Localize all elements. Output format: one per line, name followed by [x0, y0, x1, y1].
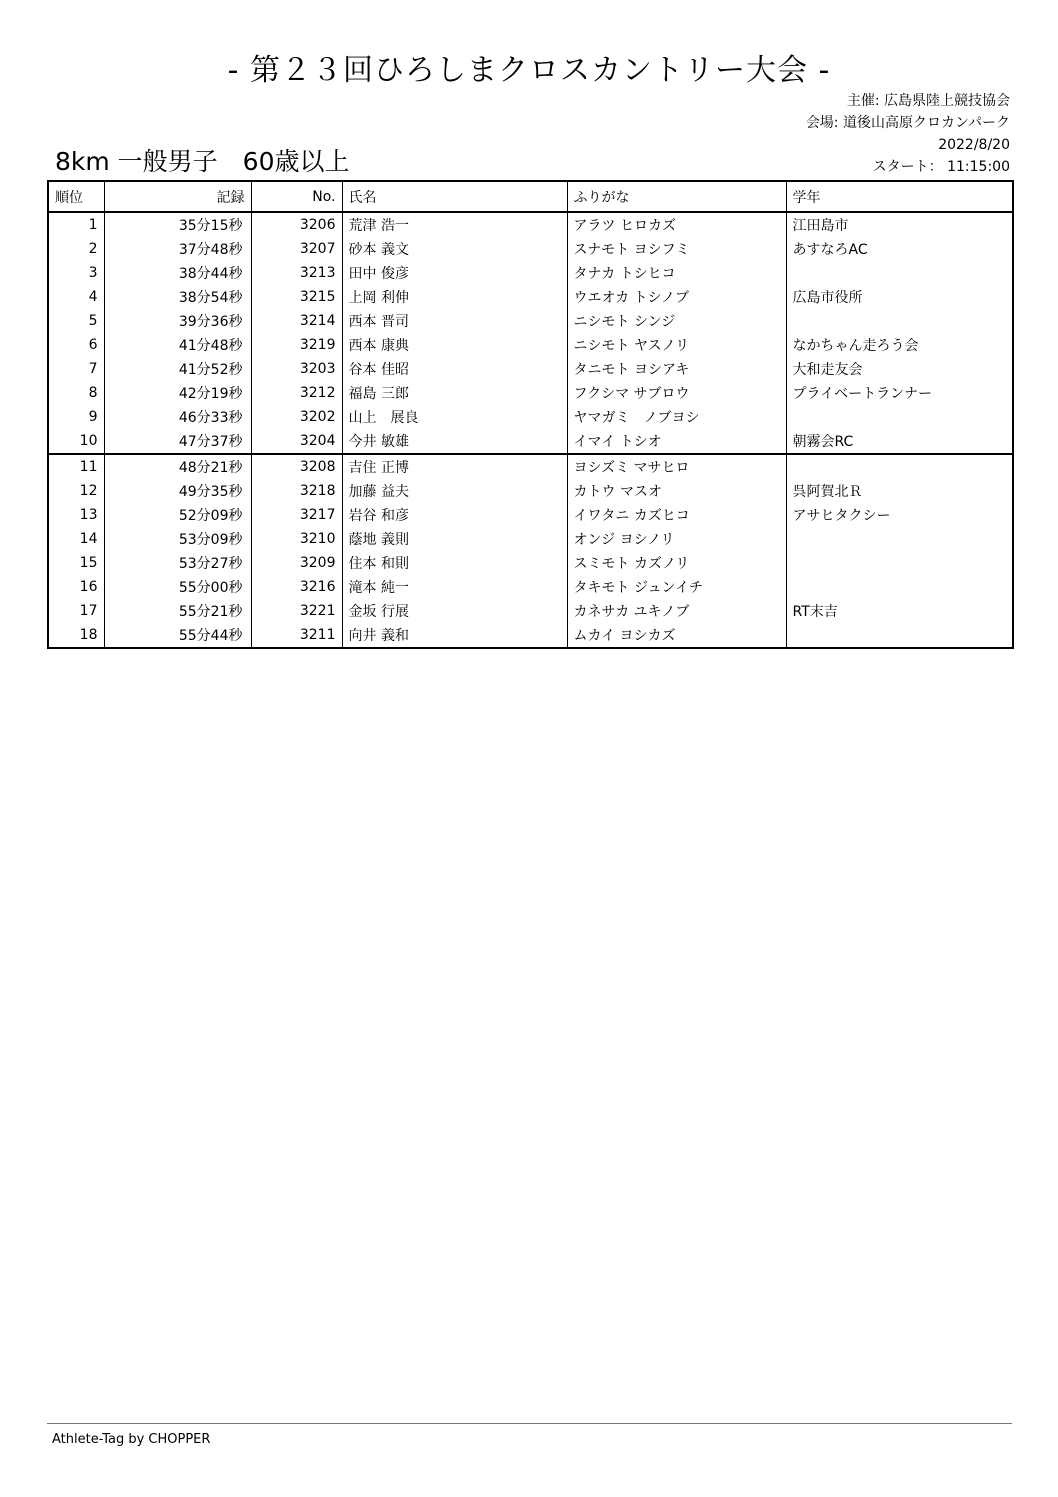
- rank-cell: 14: [79, 531, 98, 547]
- bib-cell: 3206: [251, 212, 342, 237]
- name-cell: 加藤 益夫: [342, 479, 567, 503]
- name-cell: 西本 康典: [342, 333, 567, 357]
- name-cell: 金坂 行展: [342, 599, 567, 623]
- table-row: [48, 503, 1013, 527]
- team-cell: 大和走友会: [786, 357, 1013, 381]
- rank-cell: 1: [88, 217, 98, 233]
- table-row: [48, 623, 1013, 648]
- category-heading: 8km 一般男子 60歳以上: [55, 147, 350, 176]
- team-cell: [786, 261, 1013, 285]
- footer-divider: [47, 1423, 1012, 1424]
- rank-cell: 9: [88, 409, 98, 425]
- name-cell: 荒津 浩一: [342, 212, 567, 237]
- bib-cell: 3209: [251, 551, 342, 575]
- name-cell: 上岡 利伸: [342, 285, 567, 309]
- time-cell: 38分44秒: [104, 261, 251, 285]
- rank-cell: 18: [79, 627, 98, 643]
- bib-cell: 3216: [251, 575, 342, 599]
- bib-cell: 3207: [251, 237, 342, 261]
- page-title: - 第２３回ひろしまクロスカントリー大会 -: [227, 53, 831, 88]
- team-cell: [786, 575, 1013, 599]
- time-cell: 52分09秒: [104, 503, 251, 527]
- team-cell: 呉阿賀北Ｒ: [786, 479, 1013, 503]
- footer-credit: Athlete-Tag by CHOPPER: [52, 1432, 211, 1447]
- bib-cell: 3213: [251, 261, 342, 285]
- bib-cell: 3215: [251, 285, 342, 309]
- kana-cell: カトウ マスオ: [567, 479, 786, 503]
- kana-cell: ニシモト シンジ: [567, 309, 786, 333]
- name-cell: 蔭地 義則: [342, 527, 567, 551]
- table-row: [48, 429, 1013, 454]
- time-cell: 41分48秒: [104, 333, 251, 357]
- table-row: [48, 333, 1013, 357]
- rank-cell: 4: [88, 289, 98, 305]
- kana-cell: アラツ ヒロカズ: [567, 212, 786, 237]
- time-cell: 38分54秒: [104, 285, 251, 309]
- time-cell: 47分37秒: [104, 429, 251, 454]
- kana-cell: タキモト ジュンイチ: [567, 575, 786, 599]
- rank-cell: 13: [79, 507, 98, 523]
- rank-cell: 2: [88, 241, 98, 257]
- bib-cell: 3211: [251, 623, 342, 648]
- table-header-row: [48, 181, 1013, 212]
- team-cell: あすなろAC: [786, 237, 1013, 261]
- kana-cell: イワタニ カズヒコ: [567, 503, 786, 527]
- team-cell: [786, 405, 1013, 429]
- rank-cell: 6: [88, 337, 98, 353]
- time-cell: 46分33秒: [104, 405, 251, 429]
- time-cell: 39分36秒: [104, 309, 251, 333]
- bib-cell: 3212: [251, 381, 342, 405]
- team-cell: [786, 527, 1013, 551]
- table-row: [48, 357, 1013, 381]
- bib-cell: 3214: [251, 309, 342, 333]
- name-cell: 谷本 佳昭: [342, 357, 567, 381]
- table-row: [48, 527, 1013, 551]
- venue-text: 会場: 道後山高原クロカンパーク: [805, 115, 1010, 131]
- rank-cell: 3: [88, 265, 98, 281]
- rank-cell: 17: [79, 603, 98, 619]
- kana-cell: スミモト カズノリ: [567, 551, 786, 575]
- kana-cell: ヨシズミ マサヒロ: [567, 454, 786, 479]
- name-cell: 福島 三郎: [342, 381, 567, 405]
- header-name: 氏名: [342, 181, 567, 212]
- table-row: [48, 575, 1013, 599]
- team-cell: プライベートランナー: [786, 381, 1013, 405]
- rank-cell: 8: [88, 385, 98, 401]
- rank-cell: 10: [79, 433, 98, 449]
- kana-cell: オンジ ヨシノリ: [567, 527, 786, 551]
- team-cell: [786, 551, 1013, 575]
- organizer-text: 主催: 広島県陸上競技協会: [846, 93, 1010, 109]
- bib-cell: 3221: [251, 599, 342, 623]
- time-cell: 53分09秒: [104, 527, 251, 551]
- time-cell: 35分15秒: [104, 212, 251, 237]
- bib-cell: 3202: [251, 405, 342, 429]
- results-body: [48, 212, 1013, 648]
- bib-cell: 3218: [251, 479, 342, 503]
- team-cell: アサヒタクシー: [786, 503, 1013, 527]
- table-row: [48, 599, 1013, 623]
- table-row: [48, 381, 1013, 405]
- name-cell: 田中 俊彦: [342, 261, 567, 285]
- header-furigana: ふりがな: [567, 181, 786, 212]
- event-date: 2022/8/20: [938, 137, 1010, 153]
- time-cell: 55分44秒: [104, 623, 251, 648]
- table-row: [48, 479, 1013, 503]
- team-cell: [786, 623, 1013, 648]
- name-cell: 滝本 純一: [342, 575, 567, 599]
- table-row: [48, 237, 1013, 261]
- event-meta: [650, 90, 1010, 178]
- bib-cell: 3203: [251, 357, 342, 381]
- name-cell: 今井 敏雄: [342, 429, 567, 454]
- time-cell: 41分52秒: [104, 357, 251, 381]
- rank-cell: 15: [79, 555, 98, 571]
- kana-cell: ニシモト ヤスノリ: [567, 333, 786, 357]
- header-record: 記録: [104, 181, 251, 212]
- header-affiliation: 学年: [786, 181, 1013, 212]
- time-cell: 55分21秒: [104, 599, 251, 623]
- header-rank: 順位: [48, 181, 104, 212]
- table-row: [48, 212, 1013, 237]
- team-cell: [786, 454, 1013, 479]
- team-cell: RT末吉: [786, 599, 1013, 623]
- results-table: [47, 180, 1014, 649]
- rank-cell: 5: [88, 313, 98, 329]
- time-cell: 49分35秒: [104, 479, 251, 503]
- team-cell: 江田島市: [786, 212, 1013, 237]
- kana-cell: フクシマ サブロウ: [567, 381, 786, 405]
- header-no: No.: [251, 181, 342, 212]
- team-cell: なかちゃん走ろう会: [786, 333, 1013, 357]
- name-cell: 砂本 義文: [342, 237, 567, 261]
- bib-cell: 3204: [251, 429, 342, 454]
- table-row: [48, 405, 1013, 429]
- kana-cell: タニモト ヨシアキ: [567, 357, 786, 381]
- name-cell: 西本 晋司: [342, 309, 567, 333]
- bib-cell: 3210: [251, 527, 342, 551]
- rank-cell: 7: [88, 361, 98, 377]
- kana-cell: ムカイ ヨシカズ: [567, 623, 786, 648]
- team-cell: 広島市役所: [786, 285, 1013, 309]
- name-cell: 岩谷 和彦: [342, 503, 567, 527]
- start-time: スタート： 11:15:00: [872, 159, 1010, 175]
- kana-cell: ウエオカ トシノブ: [567, 285, 786, 309]
- rank-cell: 16: [79, 579, 98, 595]
- time-cell: 37分48秒: [104, 237, 251, 261]
- table-row: [48, 551, 1013, 575]
- table-row: [48, 309, 1013, 333]
- name-cell: 向井 義和: [342, 623, 567, 648]
- time-cell: 42分19秒: [104, 381, 251, 405]
- rank-cell: 12: [79, 483, 98, 499]
- kana-cell: タナカ トシヒコ: [567, 261, 786, 285]
- rank-cell: 11: [48, 454, 104, 479]
- bib-cell: 3208: [251, 454, 342, 479]
- team-cell: 朝霧会RC: [786, 429, 1013, 454]
- time-cell: 53分27秒: [104, 551, 251, 575]
- time-cell: 48分21秒: [104, 454, 251, 479]
- bib-cell: 3217: [251, 503, 342, 527]
- time-cell: 55分00秒: [104, 575, 251, 599]
- table-row: [48, 454, 1013, 479]
- table-row: [48, 261, 1013, 285]
- team-cell: [786, 309, 1013, 333]
- kana-cell: スナモト ヨシフミ: [567, 237, 786, 261]
- name-cell: 山上 展良: [342, 405, 567, 429]
- table-row: [48, 285, 1013, 309]
- kana-cell: イマイ トシオ: [567, 429, 786, 454]
- kana-cell: ヤマガミ ノブヨシ: [567, 405, 786, 429]
- kana-cell: カネサカ ユキノブ: [567, 599, 786, 623]
- bib-cell: 3219: [251, 333, 342, 357]
- name-cell: 住本 和則: [342, 551, 567, 575]
- name-cell: 吉住 正博: [342, 454, 567, 479]
